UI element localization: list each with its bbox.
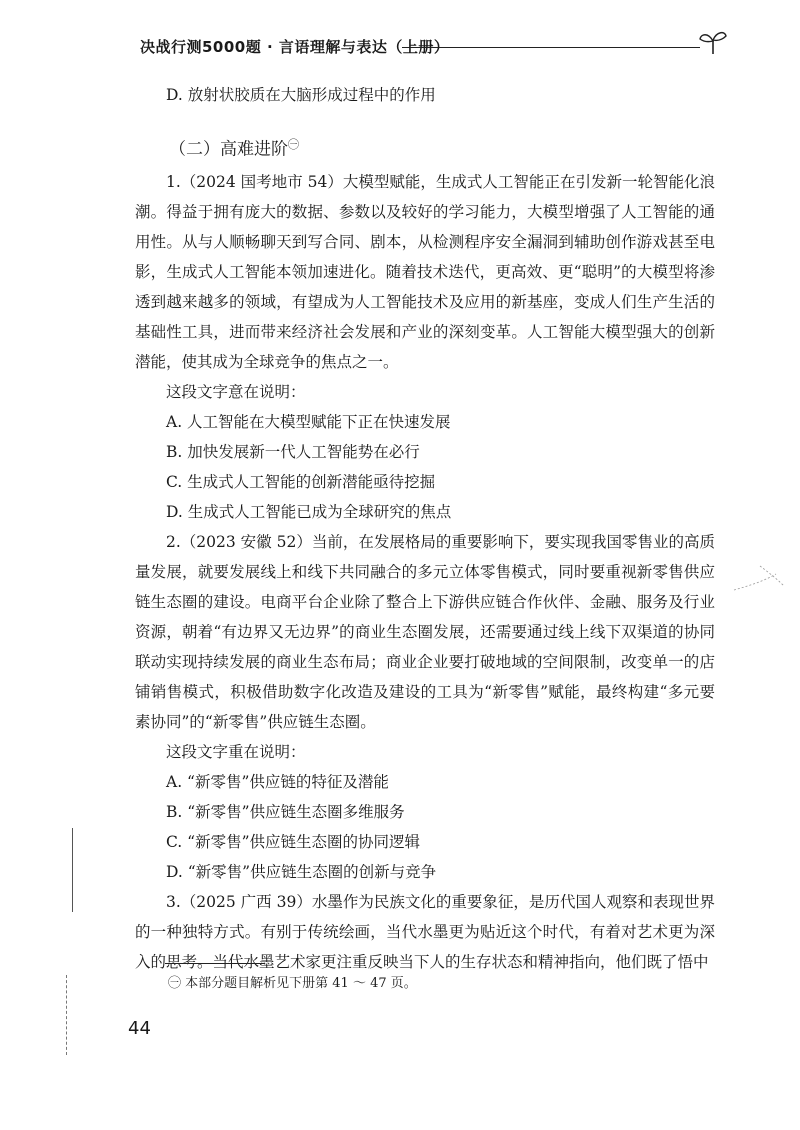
question-2	[135, 527, 715, 887]
question-prompt: 这段文字重在说明：	[166, 742, 306, 761]
option-c: C. “新零售”供应链生态圈的协同逻辑	[166, 832, 421, 851]
running-header	[140, 36, 730, 60]
margin-scan-mark	[72, 828, 73, 912]
margin-scan-mark	[66, 975, 67, 1055]
footnote-marker: ㊀	[288, 138, 299, 151]
option-d: D. 生成式人工智能已成为全球研究的焦点	[166, 502, 452, 521]
header-rule	[402, 47, 700, 48]
question-1	[135, 167, 715, 527]
footnote-rule	[165, 963, 265, 964]
previous-option-d: D. 放射状胶质在大脑形成过程中的作用	[166, 86, 436, 104]
option-b: B. 加快发展新一代人工智能势在必行	[166, 442, 420, 461]
question-stem: 2.（2023 安徽 52）当前，在发展格局的重要影响下，要实现我国零售业的高质量发展，就要发展线上和线下共同融合的多元立体零售模式，同时要重视新零售供应链生态圈的建设。电商平台企业除了整合上下游供应链合作伙伴、金融、服务及行业资源，朝着“有边界又无边界”的商业生态圈发展，还需要通过线上线下双渠道的协同联动实现持续发展的商业生态布局；商业企业要打破地域的空间限制，改变单一的店铺销售模式，积极借助数字化改造及建设的工具为“新零售”赋能，最终构建“多元要素协同”的“新零售”供应链生态圈。	[135, 532, 715, 731]
book-title: 决战行测5000题 · 言语理解与表达（上册）	[140, 38, 450, 56]
sprout-icon	[698, 28, 728, 56]
footnote: ㊀ 本部分题目解析见下册第 41 ～ 47 页。	[168, 976, 417, 991]
page-body	[135, 80, 715, 977]
option-d: D. “新零售”供应链生态圈的创新与竞争	[166, 862, 437, 881]
page-number: 44	[128, 1018, 151, 1039]
question-prompt: 这段文字意在说明：	[166, 382, 306, 401]
option-a: A. “新零售”供应链的特征及潜能	[166, 772, 389, 791]
section-title-text: （二）高难进阶	[169, 139, 288, 160]
question-stem: 3.（2025 广西 39）水墨作为民族文化的重要象征，是历代国人观察和表现世界的一种独特方式。有别于传统绘画，当代水墨更为贴近这个时代，有着对艺术更为深入的思考。当代水墨艺术家更注重反映当下人的生存状态和精神指向，他们既了悟中	[135, 892, 715, 971]
option-c: C. 生成式人工智能的创新潜能亟待挖掘	[166, 472, 436, 491]
section-title	[135, 130, 715, 165]
option-b: B. “新零售”供应链生态圈多维服务	[166, 802, 405, 821]
pencil-scribble-mark	[730, 560, 790, 600]
question-stem: 1.（2024 国考地市 54）大模型赋能，生成式人工智能正在引发新一轮智能化浪潮。得益于拥有庞大的数据、参数以及较好的学习能力，大模型增强了人工智能的通用性。从与人顺畅聊天到写合同、剧本，从检测程序安全漏洞到辅助创作游戏甚至电影，生成式人工智能本领加速进化。随着技术迭代，更高效、更“聪明”的大模型将渗透到越来越多的领域，有望成为人工智能技术及应用的新基座，变成人们生产生活的基础性工具，进而带来经济社会发展和产业的深刻变革。人工智能大模型强大的创新潜能，使其成为全球竞争的焦点之一。	[135, 172, 715, 371]
option-a: A. 人工智能在大模型赋能下正在快速发展	[166, 412, 451, 431]
